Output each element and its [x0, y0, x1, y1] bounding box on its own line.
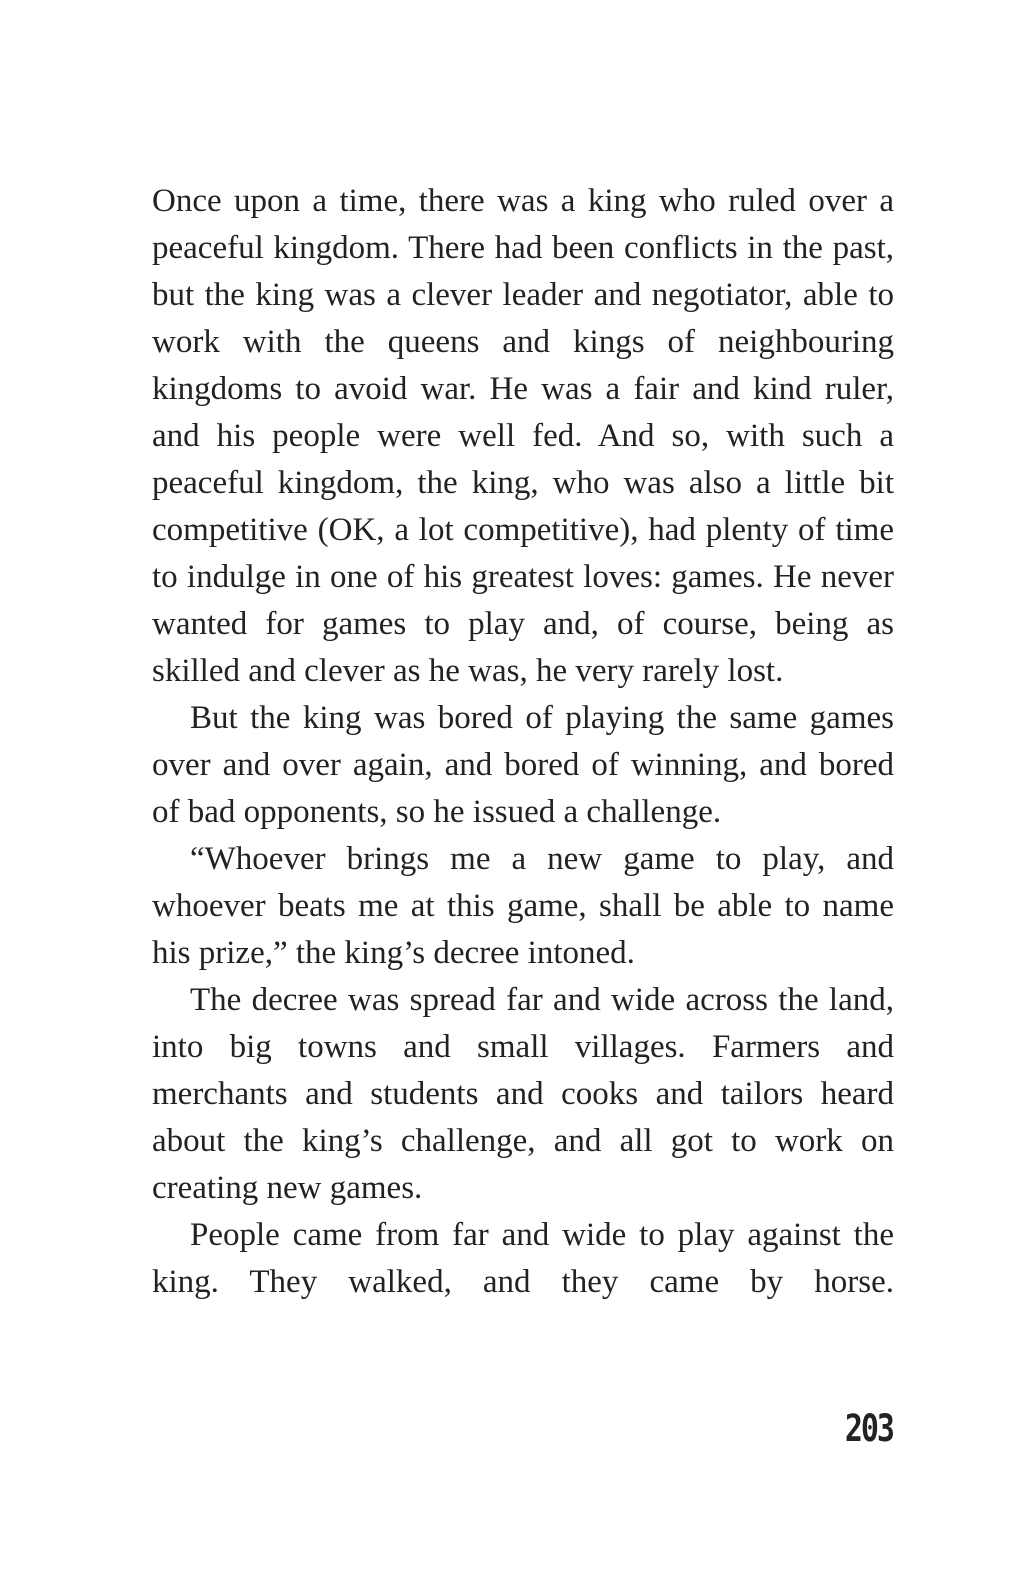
- paragraph-1: Once upon a time, there was a king who ruled over a peaceful kingdom. There had been conflicts in the past, but the king was a clever leader and negotiator, able to work with the queens and kings of neighbouring kingdoms to avoid war. He was a fair and kind ruler, and his people were well fed. And so, with such a peaceful kingdom, the king, who was also a little bit competitive (OK, a lot competitive), had plenty of time to indulge in one of his greatest loves: games. He never wanted for games to play and, of course, being as skilled and clever as he was, he very rarely lost.: [152, 183, 894, 689]
- paragraph-5: People came from far and wide to play against the king. They walked, and they came by horse.: [152, 1217, 894, 1300]
- paragraph-2: But the king was bored of playing the same games over and over again, and bored of winning, and bored of bad opponents, so he issued a challenge.: [152, 700, 894, 830]
- paragraph-4: The decree was spread far and wide across the land, into big towns and small villages. Farmers and merchants and students and cooks and tailors heard about the king’s challenge, and all got to work on creating new games.: [152, 982, 894, 1206]
- body-text: [152, 178, 894, 1306]
- page-number: 203: [844, 1407, 893, 1451]
- paragraph-3: “Whoever brings me a new game to play, and whoever beats me at this game, shall be able to name his prize,” the king’s decree intoned.: [152, 841, 894, 971]
